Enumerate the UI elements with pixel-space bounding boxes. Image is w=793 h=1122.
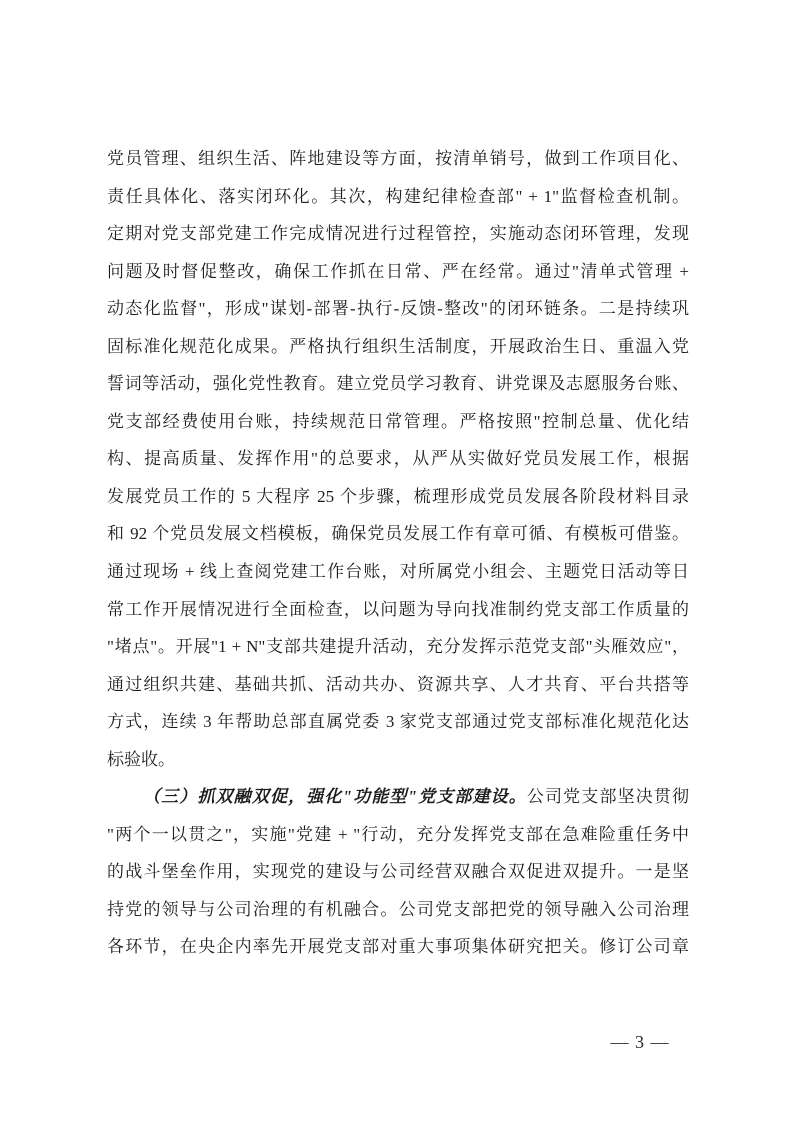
text-line: 和 92 个党员发展文档模板，确保党员发展工作有章可循、有模板可借鉴。 [107, 524, 689, 544]
text-line: "堵点"。开展"1 + N"支部共建提升活动，充分发挥示范党支部"头雁效应"， [107, 637, 689, 657]
text-line: 问题及时督促整改，确保工作抓在日常、严在经常。通过"清单式管理 + [107, 261, 689, 281]
text-line: 通过组织共建、基础共抓、活动共办、资源共享、人才共育、平台共搭等 [107, 674, 689, 694]
text-line: 发展党员工作的 5 大程序 25 个步骤，梳理形成党员发展各阶段材料目录 [107, 486, 689, 506]
text-line: 通过现场 + 线上查阅党建工作台账，对所属党小组会、主题党日活动等日 [107, 562, 689, 582]
text-line: 固标准化规范化成果。严格执行组织生活制度，开展政治生日、重温入党 [107, 336, 689, 356]
text-line: 常工作开展情况进行全面检查，以问题为导向找准制约党支部工作质量的 [107, 599, 689, 619]
text-line: 责任具体化、落实闭环化。其次，构建纪律检查部" + 1"监督检查机制。 [107, 186, 689, 206]
text-line: 誓词等活动，强化党性教育。建立党员学习教育、讲党课及志愿服务台账、 [107, 374, 689, 394]
text-line: 定期对党支部党建工作完成情况进行过程管控，实施动态闭环管理，发现 [107, 224, 689, 244]
text-line: 的战斗堡垒作用，实现党的建设与公司经营双融合双促进双提升。一是坚 [107, 862, 689, 882]
body-text [107, 140, 689, 966]
text-line: 党支部经费使用台账，持续规范日常管理。严格按照"控制总量、优化结 [107, 411, 689, 431]
text-line [107, 778, 689, 816]
text-line: 各环节，在央企内率先开展党支部对重大事项集体研究把关。修订公司章 [107, 937, 689, 957]
page-number: — 3 — [610, 1032, 670, 1052]
text-line: 持党的领导与公司治理的有机融合。公司党支部把党的领导融入公司治理 [107, 899, 689, 919]
text-line: 动态化监督"，形成"谋划-部署-执行-反馈-整改"的闭环链条。二是持续巩 [107, 299, 689, 319]
text-line: 构、提高质量、发挥作用"的总要求，从严从实做好党员发展工作，根据 [107, 449, 689, 469]
text-line: 标验收。 [107, 749, 175, 769]
section-heading: （三）抓双融双促，强化"功能型"党支部建设。 [143, 787, 527, 807]
text-line: 党员管理、组织生活、阵地建设等方面，按清单销号，做到工作项目化、 [107, 149, 689, 168]
text-line: "两个一以贯之"，实施"党建 + "行动，充分发挥党支部在急难险重任务中 [107, 824, 689, 844]
text-line: 方式，连续 3 年帮助总部直属党委 3 家党支部通过党支部标准化规范化达 [107, 712, 689, 732]
section-heading-continuation: 公司党支部坚决贯彻 [526, 787, 689, 807]
